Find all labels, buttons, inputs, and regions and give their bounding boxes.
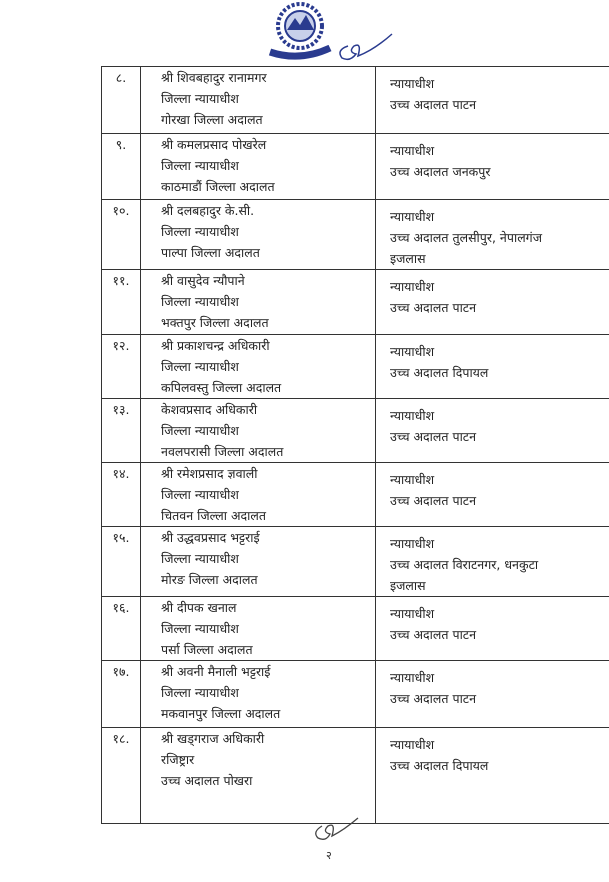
new-position: न्यायाधीश bbox=[390, 279, 435, 294]
signature-top bbox=[334, 32, 394, 64]
table-row bbox=[102, 67, 609, 134]
current-position: जिल्ला न्यायाधीश bbox=[161, 487, 239, 502]
new-court: उच्च अदालत जनकपुर bbox=[390, 164, 491, 179]
transfer-table bbox=[101, 66, 609, 824]
row-number bbox=[102, 728, 141, 824]
new-assignment bbox=[376, 527, 609, 597]
judge-name: श्री दीपक खनाल bbox=[161, 600, 237, 615]
new-position: न्यायाधीश bbox=[390, 670, 435, 685]
judge-name: श्री खड्गराज अधिकारी bbox=[161, 731, 265, 746]
current-details bbox=[141, 399, 376, 463]
court-council-seal bbox=[262, 0, 338, 66]
serial-number: १६. bbox=[112, 600, 130, 615]
current-details bbox=[141, 661, 376, 728]
table-row bbox=[102, 270, 609, 335]
new-assignment bbox=[376, 200, 609, 270]
serial-number: ८. bbox=[115, 70, 127, 85]
new-court: उच्च अदालत पाटन bbox=[390, 627, 477, 642]
current-court: पर्सा जिल्ला अदालत bbox=[161, 642, 253, 657]
new-assignment bbox=[376, 597, 609, 661]
judge-name: श्री दलबहादुर के.सी. bbox=[161, 203, 255, 218]
new-position: न्यायाधीश bbox=[390, 737, 435, 752]
serial-number: १७. bbox=[112, 664, 130, 679]
page-number: २ bbox=[326, 849, 332, 862]
new-position: न्यायाधीश bbox=[390, 536, 435, 551]
new-assignment bbox=[376, 67, 609, 134]
new-position: न्यायाधीश bbox=[390, 344, 435, 359]
judge-name: श्री कमलप्रसाद पोखरेल bbox=[161, 137, 267, 152]
judge-name: श्री प्रकाशचन्द्र अधिकारी bbox=[161, 338, 270, 353]
row-number bbox=[102, 200, 141, 270]
current-court: मोरङ जिल्ला अदालत bbox=[161, 572, 258, 587]
row-number bbox=[102, 527, 141, 597]
table-row bbox=[102, 728, 609, 824]
current-details bbox=[141, 463, 376, 527]
new-court: उच्च अदालत विराटनगर, धनकुटा bbox=[390, 557, 539, 572]
table-row bbox=[102, 661, 609, 728]
current-position: जिल्ला न्यायाधीश bbox=[161, 621, 239, 636]
signature-bottom bbox=[310, 814, 360, 846]
new-court: उच्च अदालत पाटन bbox=[390, 691, 477, 706]
new-court-bench: इजलास bbox=[390, 251, 426, 266]
current-court: मकवानपुर जिल्ला अदालत bbox=[161, 706, 281, 721]
new-court: उच्च अदालत तुलसीपुर, नेपालगंज bbox=[390, 230, 542, 245]
serial-number: ९. bbox=[115, 137, 127, 152]
new-position: न्यायाधीश bbox=[390, 143, 435, 158]
new-position: न्यायाधीश bbox=[390, 408, 435, 423]
new-assignment bbox=[376, 463, 609, 527]
serial-number: १८. bbox=[112, 731, 130, 746]
table-row bbox=[102, 463, 609, 527]
current-details bbox=[141, 335, 376, 399]
current-court: पाल्पा जिल्ला अदालत bbox=[161, 245, 260, 260]
current-position: जिल्ला न्यायाधीश bbox=[161, 91, 239, 106]
new-position: न्यायाधीश bbox=[390, 606, 435, 621]
new-assignment bbox=[376, 335, 609, 399]
current-details bbox=[141, 728, 376, 824]
new-position: न्यायाधीश bbox=[390, 472, 435, 487]
table-row bbox=[102, 335, 609, 399]
current-court: भक्तपुर जिल्ला अदालत bbox=[161, 315, 269, 330]
row-number bbox=[102, 399, 141, 463]
row-number bbox=[102, 597, 141, 661]
row-number bbox=[102, 67, 141, 134]
current-court: उच्च अदालत पोखरा bbox=[161, 773, 253, 788]
serial-number: १२. bbox=[112, 338, 130, 353]
current-court: चितवन जिल्ला अदालत bbox=[161, 508, 267, 523]
current-position: जिल्ला न्यायाधीश bbox=[161, 359, 239, 374]
judge-name: श्री अवनी मैनाली भट्टराई bbox=[161, 664, 271, 679]
current-details bbox=[141, 527, 376, 597]
serial-number: १४. bbox=[112, 466, 130, 481]
judge-name: श्री वासुदेव न्यौपाने bbox=[161, 273, 245, 288]
current-court: नवलपरासी जिल्ला अदालत bbox=[161, 444, 284, 459]
current-court: कपिलवस्तु जिल्ला अदालत bbox=[161, 380, 282, 395]
current-details bbox=[141, 270, 376, 335]
serial-number: १३. bbox=[112, 402, 130, 417]
new-court: उच्च अदालत पाटन bbox=[390, 97, 477, 112]
new-court: उच्च अदालत दिपायल bbox=[390, 758, 489, 773]
row-number bbox=[102, 463, 141, 527]
judge-name: श्री शिवबहादुर रानामगर bbox=[161, 70, 267, 85]
serial-number: ११. bbox=[112, 273, 130, 288]
new-court-bench: इजलास bbox=[390, 578, 426, 593]
current-position: जिल्ला न्यायाधीश bbox=[161, 685, 239, 700]
table-row bbox=[102, 134, 609, 200]
new-position: न्यायाधीश bbox=[390, 76, 435, 91]
current-details bbox=[141, 67, 376, 134]
current-position: जिल्ला न्यायाधीश bbox=[161, 294, 239, 309]
new-position: न्यायाधीश bbox=[390, 209, 435, 224]
new-assignment bbox=[376, 399, 609, 463]
current-position: जिल्ला न्यायाधीश bbox=[161, 551, 239, 566]
table-row bbox=[102, 527, 609, 597]
judge-name: केशवप्रसाद अधिकारी bbox=[161, 402, 258, 417]
current-position: रजिष्ट्रार bbox=[161, 752, 195, 767]
current-details bbox=[141, 134, 376, 200]
table-row bbox=[102, 200, 609, 270]
row-number bbox=[102, 134, 141, 200]
new-assignment bbox=[376, 270, 609, 335]
new-assignment bbox=[376, 728, 609, 824]
serial-number: १५. bbox=[112, 530, 130, 545]
judge-name: श्री उद्धवप्रसाद भट्टराई bbox=[161, 530, 260, 545]
row-number bbox=[102, 661, 141, 728]
new-assignment bbox=[376, 134, 609, 200]
judge-name: श्री रमेशप्रसाद ज्ञवाली bbox=[161, 466, 258, 481]
current-court: काठमाडौं जिल्ला अदालत bbox=[161, 179, 275, 194]
new-court: उच्च अदालत दिपायल bbox=[390, 365, 489, 380]
table-row bbox=[102, 597, 609, 661]
new-court: उच्च अदालत पाटन bbox=[390, 429, 477, 444]
current-details bbox=[141, 200, 376, 270]
table-row bbox=[102, 399, 609, 463]
current-position: जिल्ला न्यायाधीश bbox=[161, 158, 239, 173]
current-court: गोरखा जिल्ला अदालत bbox=[161, 112, 263, 127]
serial-number: १०. bbox=[112, 203, 130, 218]
current-position: जिल्ला न्यायाधीश bbox=[161, 423, 239, 438]
new-court: उच्च अदालत पाटन bbox=[390, 493, 477, 508]
current-details bbox=[141, 597, 376, 661]
current-position: जिल्ला न्यायाधीश bbox=[161, 224, 239, 239]
row-number bbox=[102, 270, 141, 335]
new-court: उच्च अदालत पाटन bbox=[390, 300, 477, 315]
new-assignment bbox=[376, 661, 609, 728]
row-number bbox=[102, 335, 141, 399]
